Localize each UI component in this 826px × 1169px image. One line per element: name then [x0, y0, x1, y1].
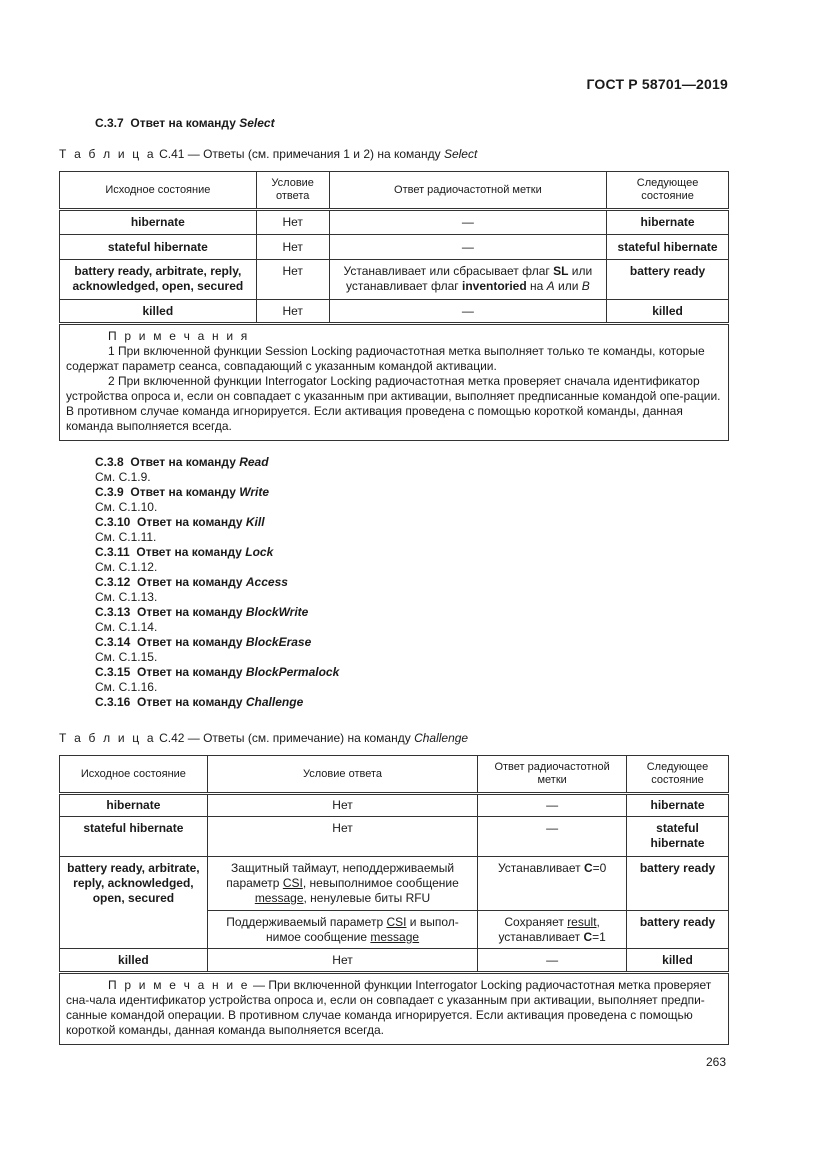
cell-next-state: stateful hibernate — [607, 235, 729, 260]
cell-start-state: killed — [60, 300, 257, 324]
cell-start-state: killed — [60, 949, 208, 973]
table41-notes — [60, 324, 729, 441]
cell-start-state: battery ready, arbitrate, reply, acknowledged, open, secured — [60, 260, 257, 300]
table42-note-row — [60, 973, 729, 1045]
cell-condition: Защитный таймаут, неподдерживаемый параметр CSI, невыполнимое сообщение message, ненулевые биты RFU — [207, 857, 477, 911]
cell-condition: Нет — [256, 235, 329, 260]
section-ref: См. С.1.9. — [95, 470, 151, 484]
table41-caption — [59, 147, 477, 162]
header-cell: Следующее состояние — [627, 756, 729, 794]
header-cell: Исходное состояние — [60, 172, 257, 210]
table41-header-row — [60, 172, 729, 210]
cell-condition: Нет — [256, 300, 329, 324]
note-item: 2 При включенной функции Interrogator Locking радиочастотная метка проверяет сначала идентификатор устройства опроса и, если он совпадает с указанным при активации, выполняет предписанные командой опе-рации. В противном случае команда игнорируется. Если активация проведена с помощью короткой команды, данная команда выполняется всегда. — [66, 374, 721, 433]
section-heading: С.3.16 Ответ на команду Challenge — [95, 695, 304, 709]
table42-caption — [59, 731, 468, 746]
cell-condition: Нет — [256, 210, 329, 235]
table42-header-row — [60, 756, 729, 794]
section-heading: С.3.14 Ответ на команду BlockErase — [95, 635, 312, 649]
cell-response: Устанавливает или сбрасывает флаг SL или устанавливает флаг inventoried на A или B — [329, 260, 606, 300]
table-word: Т а б л и ц а — [59, 731, 156, 745]
table42-caption-command: Challenge — [414, 731, 469, 745]
cell-next-state: stateful hibernate — [627, 817, 729, 857]
cell-next-state: hibernate — [607, 210, 729, 235]
section-ref: См. С.1.11. — [95, 530, 157, 544]
table42-caption-text: С.42 — Ответы (см. примечание) на команду — [159, 731, 411, 745]
notes-title: П р и м е ч а н и я — [108, 329, 250, 343]
section-ref: См. С.1.16. — [95, 680, 158, 694]
cell-response: — — [329, 300, 606, 324]
cell-next-state: battery ready — [627, 857, 729, 911]
section-title-prefix: Ответ на команду — [130, 116, 236, 130]
cell-response: — — [478, 794, 627, 817]
cell-start-state: hibernate — [60, 210, 257, 235]
section-heading: С.3.15 Ответ на команду BlockPermalock — [95, 665, 340, 679]
section-ref: См. С.1.15. — [95, 650, 158, 664]
section-c37-title — [95, 116, 275, 131]
cell-response: — — [478, 817, 627, 857]
section-ref: См. С.1.12. — [95, 560, 158, 574]
header-cell: Условие ответа — [256, 172, 329, 210]
cell-response: — — [478, 949, 627, 973]
table42-note — [60, 973, 729, 1045]
header-cell: Ответ радиочастотной метки — [478, 756, 627, 794]
section-title-command: Select — [239, 116, 275, 130]
table41-notes-row — [60, 324, 729, 441]
section-ref: См. С.1.14. — [95, 620, 158, 634]
table41-caption-text: С.41 — Ответы (см. примечания 1 и 2) на команду — [159, 147, 441, 161]
table-c42 — [59, 755, 729, 1045]
cell-start-state: stateful hibernate — [60, 235, 257, 260]
cell-next-state: killed — [607, 300, 729, 324]
table-row — [60, 260, 729, 300]
header-cell: Ответ радиочастотной метки — [329, 172, 606, 210]
table-word: Т а б л и ц а — [59, 147, 156, 161]
table-row — [60, 794, 729, 817]
cell-response: Устанавливает C=0 — [478, 857, 627, 911]
section-ref: См. С.1.10. — [95, 500, 158, 514]
section-heading: С.3.8 Ответ на команду Read — [95, 455, 269, 469]
section-heading: С.3.12 Ответ на команду Access — [95, 575, 288, 589]
note-item: 1 При включенной функции Session Locking радиочастотная метка выполняет только те команды, которые содержат параметр сеанса, совпадающий с указанным командой активации. — [66, 344, 705, 373]
header-cell: Условие ответа — [207, 756, 477, 794]
section-ref: См. С.1.13. — [95, 590, 158, 604]
header-cell: Следующее состояние — [607, 172, 729, 210]
cell-response: Сохраняет result, устанавливает C=1 — [478, 911, 627, 949]
cell-condition: Нет — [207, 794, 477, 817]
table-row — [60, 210, 729, 235]
table-row — [60, 300, 729, 324]
cell-response: — — [329, 235, 606, 260]
table-row — [60, 235, 729, 260]
document-id: ГОСТ Р 58701—2019 — [586, 76, 728, 92]
cell-next-state: battery ready — [627, 911, 729, 949]
cell-next-state: battery ready — [607, 260, 729, 300]
cell-condition: Нет — [207, 817, 477, 857]
cell-start-state: stateful hibernate — [60, 817, 208, 857]
table-row — [60, 857, 729, 911]
section-heading: С.3.9 Ответ на команду Write — [95, 485, 270, 499]
page-number: 263 — [705, 1055, 726, 1069]
table-c41 — [59, 171, 729, 441]
cell-condition: Нет — [256, 260, 329, 300]
section-heading: С.3.10 Ответ на команду Kill — [95, 515, 265, 529]
section-number: С.3.7 — [95, 116, 124, 130]
cell-next-state: killed — [627, 949, 729, 973]
cell-response: — — [329, 210, 606, 235]
cell-start-state: hibernate — [60, 794, 208, 817]
header-cell: Исходное состояние — [60, 756, 208, 794]
section-references — [95, 455, 339, 710]
cell-condition: Поддерживаемый параметр CSI и выпол-нимое сообщение message — [207, 911, 477, 949]
table-row — [60, 817, 729, 857]
section-heading: С.3.13 Ответ на команду BlockWrite — [95, 605, 309, 619]
cell-condition: Нет — [207, 949, 477, 973]
cell-start-state: battery ready, arbitrate, reply, acknowledged, open, secured — [60, 857, 208, 949]
note-item: П р и м е ч а н и е — При включенной функции Interrogator Locking радиочастотная метка проверяет сна-чала идентификатор устройства опроса и, если он совпадает с указанным при активации, выполняет предпи-санные командой операции. В противном случае команда игнорируется. Если активация проведена с помощью короткой команды, данная команда выполняется всегда. — [66, 978, 712, 1037]
cell-next-state: hibernate — [627, 794, 729, 817]
table-row — [60, 949, 729, 973]
table41-caption-command: Select — [443, 147, 478, 161]
section-heading: С.3.11 Ответ на команду Lock — [95, 545, 274, 559]
